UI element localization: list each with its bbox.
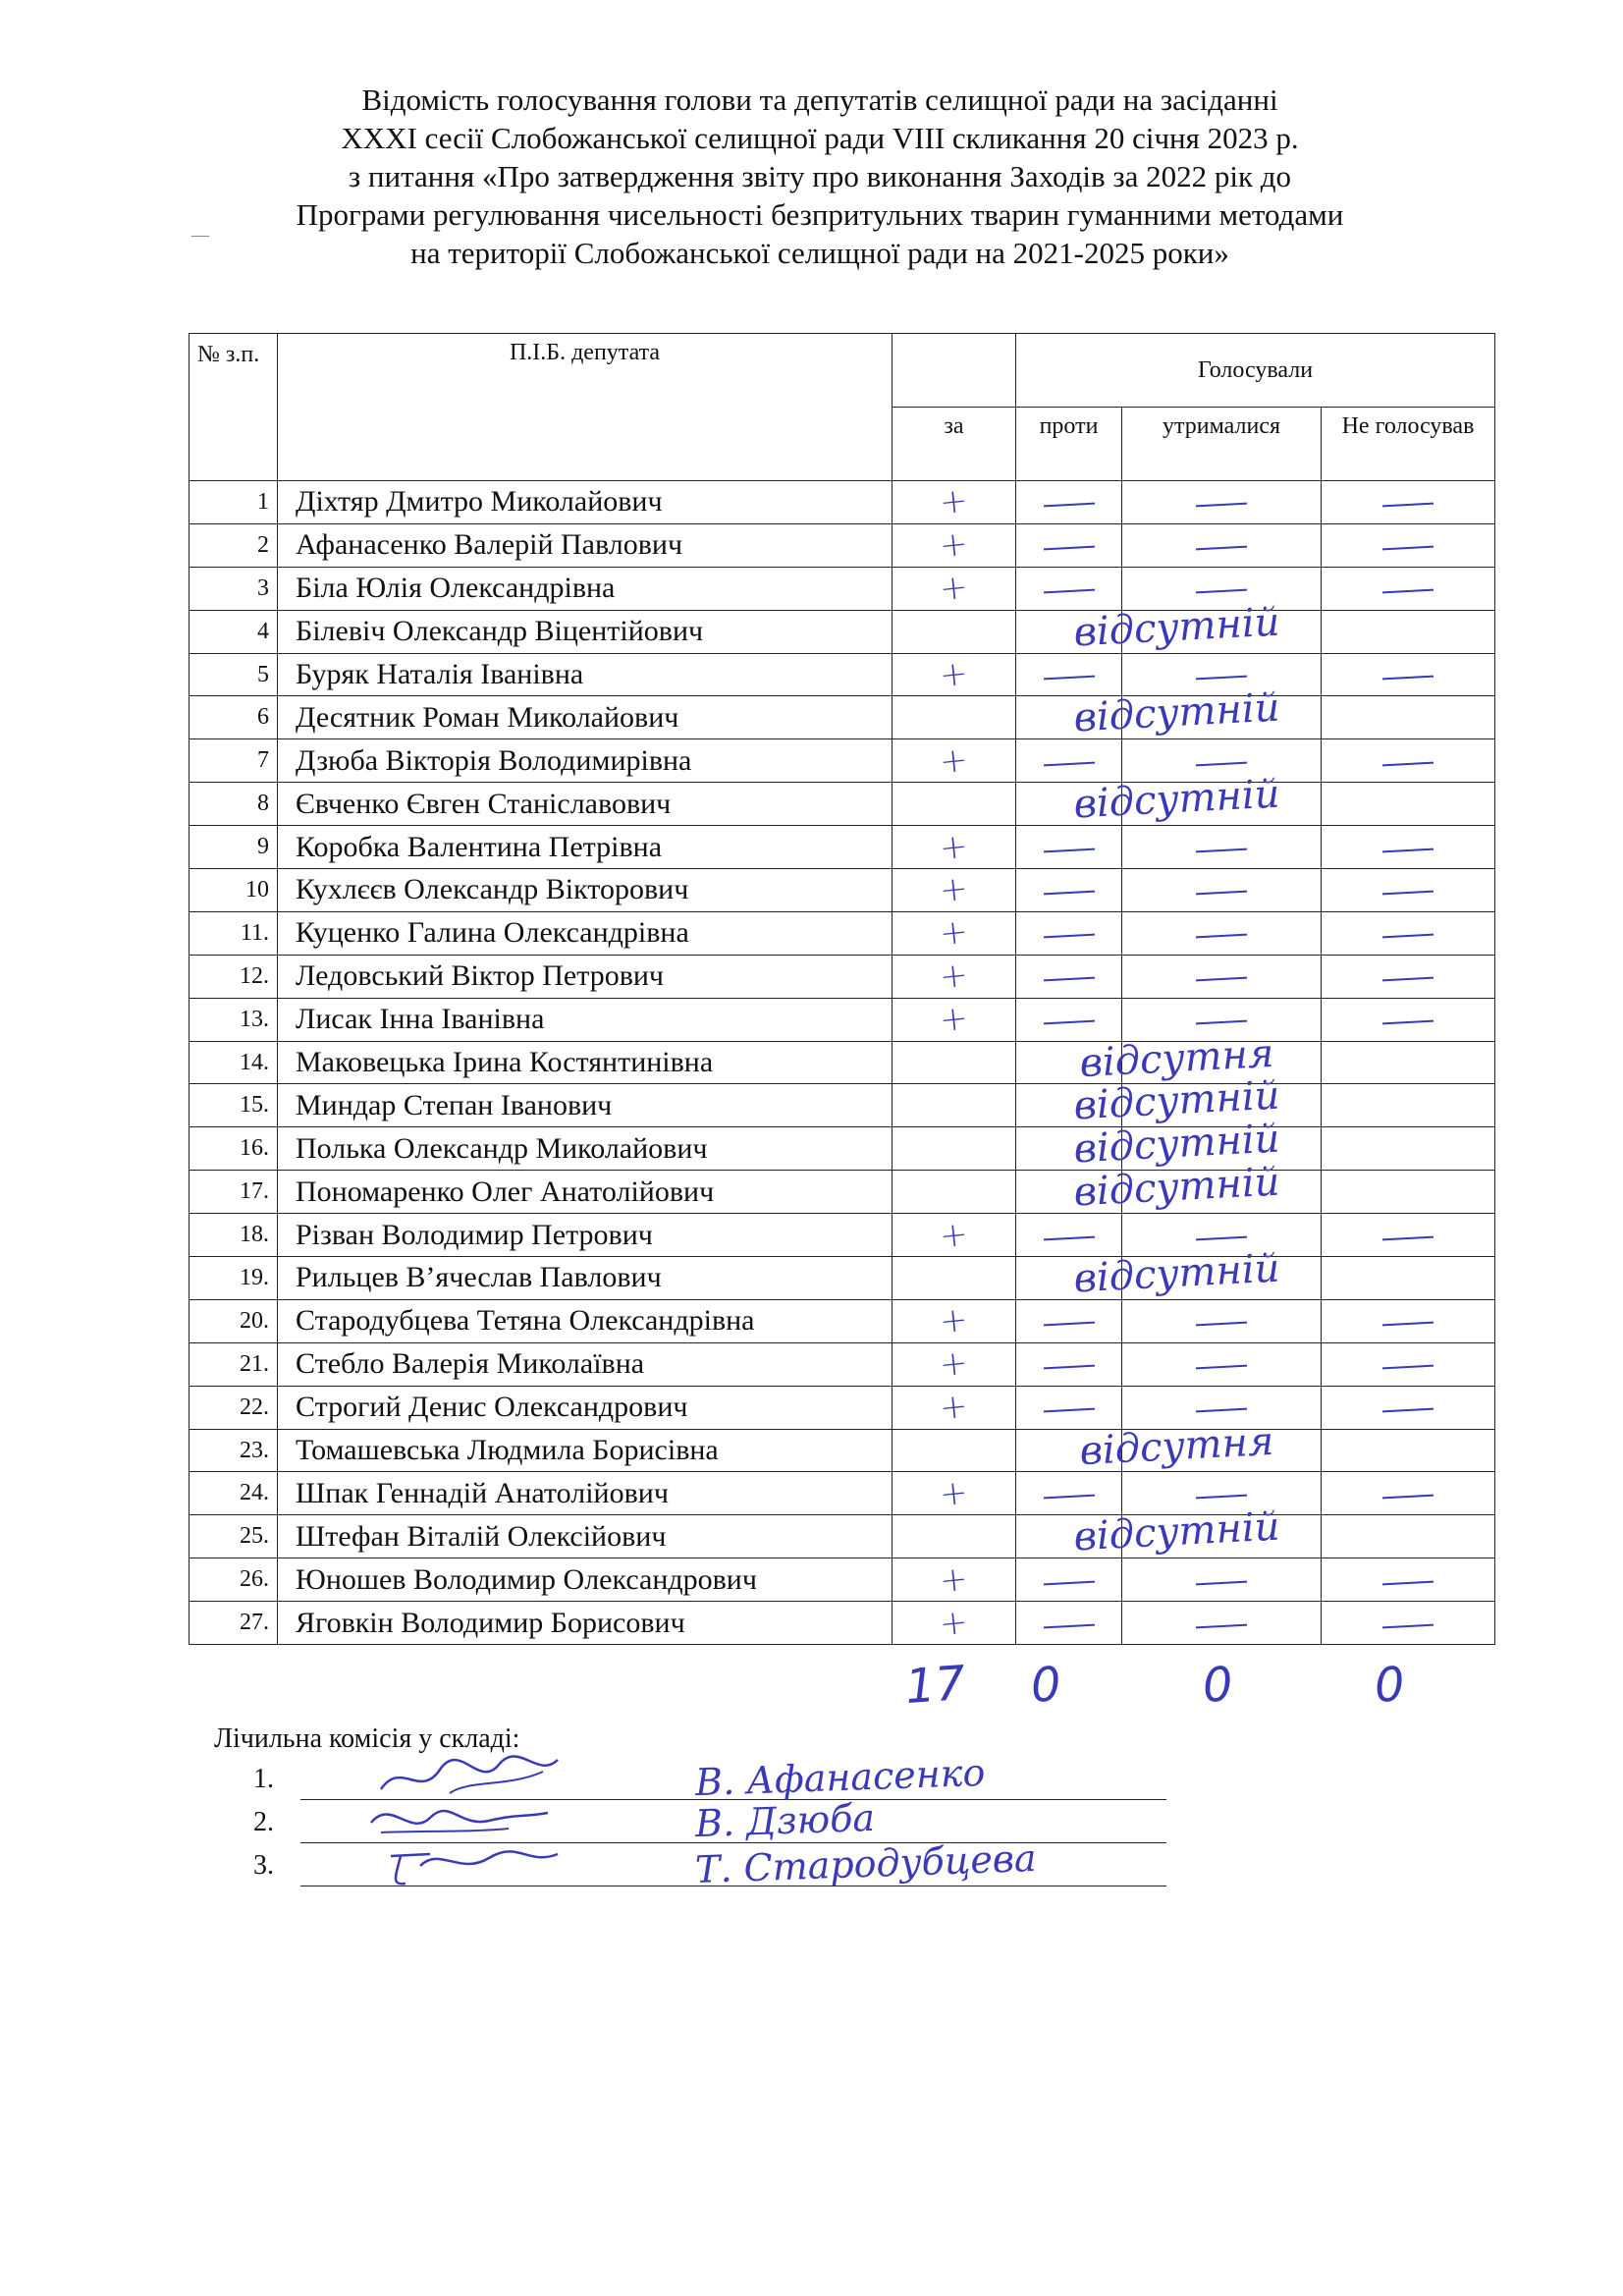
absent-note: відсутній bbox=[1072, 1503, 1281, 1560]
header-blank bbox=[893, 334, 1016, 408]
total-abstained: 0 bbox=[1201, 1657, 1235, 1714]
dash-mark bbox=[1382, 847, 1434, 852]
deputy-name: Томашевська Людмила Борисівна bbox=[278, 1429, 893, 1472]
table-row bbox=[189, 1558, 1495, 1602]
member-name: В. Афанасенко bbox=[694, 1750, 987, 1805]
vote-for-cell bbox=[893, 1214, 1016, 1257]
vote-against-cell bbox=[1016, 1299, 1122, 1342]
vote-against-cell bbox=[1016, 1116, 1281, 1173]
vote-abstained-cell bbox=[1122, 826, 1322, 869]
vote-for-cell bbox=[893, 567, 1016, 610]
vote-against-cell bbox=[1016, 1418, 1275, 1474]
dash-mark bbox=[1043, 891, 1094, 896]
deputy-name: Різван Володимир Петрович bbox=[278, 1214, 893, 1257]
vote-for-cell bbox=[893, 1429, 1016, 1472]
dash-mark bbox=[1196, 1495, 1247, 1500]
dash-mark bbox=[1043, 1623, 1094, 1628]
vote-not-voted-cell bbox=[1322, 1214, 1495, 1257]
row-number: 3 bbox=[189, 567, 278, 610]
plus-mark: + bbox=[938, 955, 970, 998]
vote-abstained-cell bbox=[1122, 1429, 1322, 1472]
vote-against-cell bbox=[1016, 684, 1281, 741]
vote-for-cell bbox=[893, 1127, 1016, 1171]
vote-for-cell bbox=[893, 610, 1016, 653]
vote-not-voted-cell bbox=[1322, 1386, 1495, 1429]
vote-for-cell bbox=[893, 1515, 1016, 1558]
plus-mark: + bbox=[938, 739, 970, 783]
plus-mark: + bbox=[938, 911, 970, 955]
row-number: 18. bbox=[189, 1214, 278, 1257]
vote-for-cell bbox=[893, 783, 1016, 826]
deputy-name: Білевіч Олександр Віцентійович bbox=[278, 610, 893, 653]
dash-mark bbox=[1382, 891, 1434, 896]
vote-not-voted-cell bbox=[1322, 610, 1495, 653]
table-row bbox=[189, 739, 1495, 783]
dash-mark bbox=[1043, 546, 1094, 551]
vote-abstained-cell bbox=[1122, 1299, 1322, 1342]
title-line-2: XXXI сесії Слобожанської селищної ради VIII скликання 20 січня 2023 р. bbox=[341, 121, 1299, 155]
header-number: № з.п. bbox=[189, 334, 278, 481]
table-row bbox=[189, 826, 1495, 869]
row-number: 10 bbox=[189, 869, 278, 912]
dash-mark bbox=[1196, 676, 1247, 681]
title-line-3: з питання «Про затвердження звіту про виконання Заходів за 2022 рік до bbox=[348, 159, 1292, 193]
total-for: 17 bbox=[903, 1655, 967, 1716]
row-number: 1 bbox=[189, 481, 278, 524]
plus-mark: + bbox=[938, 1386, 970, 1429]
dash-mark bbox=[1196, 1365, 1247, 1370]
totals-row bbox=[0, 1655, 1623, 1716]
vote-for-cell bbox=[893, 523, 1016, 567]
plus-mark: + bbox=[938, 998, 970, 1041]
dash-mark bbox=[1382, 1020, 1434, 1025]
dash-mark bbox=[1043, 1235, 1094, 1240]
plus-mark: + bbox=[938, 1299, 970, 1342]
row-number: 9 bbox=[189, 826, 278, 869]
vote-abstained-cell bbox=[1122, 869, 1322, 912]
deputy-name: Буряк Наталія Іванівна bbox=[278, 653, 893, 696]
dash-mark bbox=[1043, 934, 1094, 939]
plus-mark: + bbox=[938, 567, 970, 610]
row-number: 17. bbox=[189, 1171, 278, 1214]
vote-against-cell bbox=[1016, 1472, 1122, 1515]
vote-not-voted-cell bbox=[1322, 1429, 1495, 1472]
vote-for-cell bbox=[893, 998, 1016, 1041]
vote-not-voted-cell bbox=[1322, 911, 1495, 955]
plus-mark: + bbox=[938, 869, 970, 911]
deputy-name: Стебло Валерія Миколаївна bbox=[278, 1342, 893, 1386]
vote-abstained-cell bbox=[1122, 1041, 1322, 1084]
deputy-name: Дзюба Вікторія Володимирівна bbox=[278, 739, 893, 783]
member-number: 2. bbox=[253, 1807, 274, 1837]
dash-mark bbox=[1382, 1580, 1434, 1585]
row-number: 25. bbox=[189, 1515, 278, 1558]
dash-mark bbox=[1043, 1020, 1094, 1025]
deputy-name: Кухлєєв Олександр Вікторович bbox=[278, 869, 893, 912]
dash-mark bbox=[1382, 546, 1434, 551]
vote-abstained-cell bbox=[1122, 1171, 1322, 1214]
vote-abstained-cell bbox=[1122, 1472, 1322, 1515]
vote-not-voted-cell bbox=[1322, 1558, 1495, 1602]
vote-for-cell bbox=[893, 911, 1016, 955]
table-row bbox=[189, 1127, 1495, 1171]
vote-not-voted-cell bbox=[1322, 481, 1495, 524]
vote-not-voted-cell bbox=[1322, 1257, 1495, 1300]
table-row bbox=[189, 523, 1495, 567]
absent-note: відсутній bbox=[1072, 599, 1281, 656]
row-number: 2 bbox=[189, 523, 278, 567]
dash-mark bbox=[1382, 977, 1434, 982]
member-number: 3. bbox=[253, 1850, 274, 1881]
absent-note: відсутній bbox=[1072, 1073, 1281, 1129]
dash-mark bbox=[1196, 1408, 1247, 1413]
row-number: 6 bbox=[189, 696, 278, 739]
deputy-name: Євченко Євген Станіславович bbox=[278, 783, 893, 826]
vote-against-cell bbox=[1016, 1073, 1281, 1129]
row-number: 7 bbox=[189, 739, 278, 783]
dash-mark bbox=[1196, 1580, 1247, 1585]
vote-not-voted-cell bbox=[1322, 826, 1495, 869]
deputy-name: Яговкін Володимир Борисович bbox=[278, 1602, 893, 1645]
vote-against-cell bbox=[1016, 998, 1122, 1041]
absent-note: відсутній bbox=[1072, 1116, 1281, 1173]
table-row bbox=[189, 1429, 1495, 1472]
document-title bbox=[147, 81, 1492, 272]
vote-against-cell bbox=[1016, 599, 1281, 656]
dash-mark bbox=[1196, 1322, 1247, 1327]
dash-mark bbox=[1043, 1495, 1094, 1500]
dash-mark bbox=[1382, 1408, 1434, 1413]
commission-label: Лічильна комісія у складі: bbox=[214, 1723, 520, 1754]
table-row bbox=[189, 1515, 1495, 1558]
row-number: 23. bbox=[189, 1429, 278, 1472]
vote-for-cell bbox=[893, 1342, 1016, 1386]
vote-not-voted-cell bbox=[1322, 783, 1495, 826]
vote-for-cell bbox=[893, 1472, 1016, 1515]
plus-mark: + bbox=[938, 1602, 970, 1644]
plus-mark: + bbox=[938, 481, 970, 523]
deputy-name: Стародубцева Тетяна Олександрівна bbox=[278, 1299, 893, 1342]
table-row bbox=[189, 1386, 1495, 1429]
vote-for-cell bbox=[893, 1041, 1016, 1084]
row-number: 12. bbox=[189, 955, 278, 998]
deputy-name: Коробка Валентина Петрівна bbox=[278, 826, 893, 869]
vote-against-cell bbox=[1016, 826, 1122, 869]
vote-abstained-cell bbox=[1122, 1084, 1322, 1127]
table-row bbox=[189, 1041, 1495, 1084]
row-number: 22. bbox=[189, 1386, 278, 1429]
total-against: 0 bbox=[1029, 1657, 1063, 1714]
dash-mark bbox=[1043, 761, 1094, 766]
vote-not-voted-cell bbox=[1322, 567, 1495, 610]
row-number: 21. bbox=[189, 1342, 278, 1386]
vote-abstained-cell bbox=[1122, 911, 1322, 955]
row-number: 13. bbox=[189, 998, 278, 1041]
deputy-name: Штефан Віталій Олексійович bbox=[278, 1515, 893, 1558]
vote-for-cell bbox=[893, 1171, 1016, 1214]
total-not-voted: 0 bbox=[1373, 1657, 1407, 1714]
vote-against-cell bbox=[1016, 869, 1122, 912]
dash-mark bbox=[1382, 1235, 1434, 1240]
vote-against-cell bbox=[1016, 1503, 1281, 1560]
vote-abstained-cell bbox=[1122, 1127, 1322, 1171]
signature-image bbox=[361, 1836, 577, 1891]
dash-mark bbox=[1382, 1322, 1434, 1327]
vote-not-voted-cell bbox=[1322, 1171, 1495, 1214]
row-number: 24. bbox=[189, 1472, 278, 1515]
vote-not-voted-cell bbox=[1322, 869, 1495, 912]
dash-mark bbox=[1043, 847, 1094, 852]
absent-note: відсутній bbox=[1072, 771, 1281, 828]
deputy-name: Юношев Володимир Олександрович bbox=[278, 1558, 893, 1602]
dash-mark bbox=[1043, 589, 1094, 594]
title-line-4: Програми регулювання чисельності безпритульних тварин гуманними методами bbox=[296, 197, 1344, 232]
dash-mark bbox=[1043, 676, 1094, 681]
member-name: Т. Стародубцева bbox=[694, 1835, 1038, 1892]
deputy-name: Десятник Роман Миколайович bbox=[278, 696, 893, 739]
vote-not-voted-cell bbox=[1322, 523, 1495, 567]
row-number: 19. bbox=[189, 1257, 278, 1300]
vote-for-cell bbox=[893, 653, 1016, 696]
header-against: проти bbox=[1016, 408, 1122, 481]
vote-not-voted-cell bbox=[1322, 1602, 1495, 1645]
vote-not-voted-cell bbox=[1322, 1084, 1495, 1127]
title-line-5: на території Слобожанської селищної ради на 2021-2025 роки» bbox=[410, 236, 1229, 270]
dash-mark bbox=[1382, 503, 1434, 508]
row-number: 27. bbox=[189, 1602, 278, 1645]
absent-note: відсутній bbox=[1072, 1159, 1281, 1216]
vote-not-voted-cell bbox=[1322, 696, 1495, 739]
vote-for-cell bbox=[893, 739, 1016, 783]
table-row bbox=[189, 1472, 1495, 1515]
row-number: 5 bbox=[189, 653, 278, 696]
vote-not-voted-cell bbox=[1322, 653, 1495, 696]
plus-mark: + bbox=[938, 826, 970, 868]
dash-mark bbox=[1382, 589, 1434, 594]
table-row bbox=[189, 869, 1495, 912]
absent-note: відсутня bbox=[1078, 1418, 1275, 1474]
vote-abstained-cell bbox=[1122, 1386, 1322, 1429]
dash-mark bbox=[1382, 1623, 1434, 1628]
scan-mark bbox=[191, 236, 209, 237]
header-not-voted: Не голосував bbox=[1322, 408, 1495, 481]
dash-mark bbox=[1382, 1365, 1434, 1370]
plus-mark: + bbox=[938, 653, 970, 696]
table-row bbox=[189, 610, 1495, 653]
vote-against-cell bbox=[1016, 1342, 1122, 1386]
vote-abstained-cell bbox=[1122, 481, 1322, 524]
dash-mark bbox=[1196, 1623, 1247, 1628]
table-row bbox=[189, 1342, 1495, 1386]
table-row bbox=[189, 1171, 1495, 1214]
table-row bbox=[189, 567, 1495, 610]
plus-mark: + bbox=[938, 523, 970, 567]
dash-mark bbox=[1043, 1580, 1094, 1585]
vote-against-cell bbox=[1016, 523, 1122, 567]
row-number: 16. bbox=[189, 1127, 278, 1171]
table-row bbox=[189, 1602, 1495, 1645]
vote-not-voted-cell bbox=[1322, 1515, 1495, 1558]
vote-not-voted-cell bbox=[1322, 998, 1495, 1041]
vote-abstained-cell bbox=[1122, 567, 1322, 610]
vote-for-cell bbox=[893, 481, 1016, 524]
dash-mark bbox=[1196, 847, 1247, 852]
vote-against-cell bbox=[1016, 1558, 1122, 1602]
header-abstained: утрималися bbox=[1122, 408, 1322, 481]
title-line-1: Відомість голосування голови та депутатів селищної ради на засіданні bbox=[361, 82, 1278, 117]
table-row bbox=[189, 1084, 1495, 1127]
vote-not-voted-cell bbox=[1322, 1472, 1495, 1515]
dash-mark bbox=[1043, 1408, 1094, 1413]
dash-mark bbox=[1196, 934, 1247, 939]
deputy-name: Строгий Денис Олександрович bbox=[278, 1386, 893, 1429]
dash-mark bbox=[1196, 589, 1247, 594]
vote-for-cell bbox=[893, 1084, 1016, 1127]
dash-mark bbox=[1382, 676, 1434, 681]
deputy-name: Лисак Інна Іванівна bbox=[278, 998, 893, 1041]
deputy-name: Рильцев В’ячеслав Павлович bbox=[278, 1257, 893, 1300]
vote-not-voted-cell bbox=[1322, 1342, 1495, 1386]
vote-abstained-cell bbox=[1122, 1558, 1322, 1602]
table-row bbox=[189, 783, 1495, 826]
table-row bbox=[189, 955, 1495, 998]
vote-abstained-cell bbox=[1122, 696, 1322, 739]
table-row bbox=[189, 696, 1495, 739]
dash-mark bbox=[1382, 1495, 1434, 1500]
vote-abstained-cell bbox=[1122, 1342, 1322, 1386]
table-row bbox=[189, 653, 1495, 696]
dash-mark bbox=[1196, 1020, 1247, 1025]
dash-mark bbox=[1196, 503, 1247, 508]
header-for: за bbox=[893, 408, 1016, 481]
row-number: 8 bbox=[189, 783, 278, 826]
vote-against-cell bbox=[1016, 739, 1122, 783]
vote-against-cell bbox=[1016, 1030, 1275, 1086]
vote-not-voted-cell bbox=[1322, 1299, 1495, 1342]
vote-abstained-cell bbox=[1122, 1214, 1322, 1257]
deputy-name: Куценко Галина Олександрівна bbox=[278, 911, 893, 955]
deputy-name: Пономаренко Олег Анатолійович bbox=[278, 1171, 893, 1214]
deputy-name: Ледовський Віктор Петрович bbox=[278, 955, 893, 998]
deputy-name: Біла Юлія Олександрівна bbox=[278, 567, 893, 610]
deputy-name: Шпак Геннадій Анатолійович bbox=[278, 1472, 893, 1515]
vote-not-voted-cell bbox=[1322, 1041, 1495, 1084]
vote-not-voted-cell bbox=[1322, 955, 1495, 998]
dash-mark bbox=[1196, 761, 1247, 766]
header-name: П.І.Б. депутата bbox=[278, 334, 893, 481]
plus-mark: + bbox=[938, 1558, 970, 1602]
voting-table bbox=[189, 333, 1495, 1645]
row-number: 4 bbox=[189, 610, 278, 653]
vote-against-cell bbox=[1016, 911, 1122, 955]
vote-for-cell bbox=[893, 696, 1016, 739]
vote-for-cell bbox=[893, 1299, 1016, 1342]
commission-member-3 bbox=[253, 1835, 1166, 1893]
absent-note: відсутня bbox=[1078, 1030, 1275, 1086]
vote-abstained-cell bbox=[1122, 610, 1322, 653]
plus-mark: + bbox=[938, 1214, 970, 1256]
vote-against-cell bbox=[1016, 1159, 1281, 1216]
vote-against-cell bbox=[1016, 1214, 1122, 1257]
vote-not-voted-cell bbox=[1322, 1127, 1495, 1171]
member-number: 1. bbox=[253, 1764, 274, 1794]
absent-note: відсутній bbox=[1072, 684, 1281, 741]
vote-not-voted-cell bbox=[1322, 739, 1495, 783]
dash-mark bbox=[1196, 546, 1247, 551]
vote-for-cell bbox=[893, 955, 1016, 998]
dash-mark bbox=[1196, 977, 1247, 982]
vote-for-cell bbox=[893, 826, 1016, 869]
row-number: 15. bbox=[189, 1084, 278, 1127]
vote-abstained-cell bbox=[1122, 1257, 1322, 1300]
table-row bbox=[189, 1299, 1495, 1342]
vote-abstained-cell bbox=[1122, 1602, 1322, 1645]
dash-mark bbox=[1382, 934, 1434, 939]
vote-against-cell bbox=[1016, 653, 1122, 696]
dash-mark bbox=[1043, 1365, 1094, 1370]
table-row bbox=[189, 998, 1495, 1041]
row-number: 14. bbox=[189, 1041, 278, 1084]
vote-abstained-cell bbox=[1122, 739, 1322, 783]
vote-against-cell bbox=[1016, 1602, 1122, 1645]
dash-mark bbox=[1043, 977, 1094, 982]
vote-for-cell bbox=[893, 1257, 1016, 1300]
vote-for-cell bbox=[893, 1602, 1016, 1645]
row-number: 11. bbox=[189, 911, 278, 955]
vote-for-cell bbox=[893, 1386, 1016, 1429]
vote-against-cell bbox=[1016, 1245, 1281, 1302]
vote-against-cell bbox=[1016, 1386, 1122, 1429]
absent-note: відсутній bbox=[1072, 1245, 1281, 1302]
table-row bbox=[189, 1214, 1495, 1257]
table-row bbox=[189, 1257, 1495, 1300]
dash-mark bbox=[1196, 1235, 1247, 1240]
table-row bbox=[189, 481, 1495, 524]
vote-abstained-cell bbox=[1122, 1515, 1322, 1558]
plus-mark: + bbox=[938, 1472, 970, 1515]
vote-abstained-cell bbox=[1122, 653, 1322, 696]
vote-for-cell bbox=[893, 1558, 1016, 1602]
dash-mark bbox=[1043, 503, 1094, 508]
row-number: 26. bbox=[189, 1558, 278, 1602]
vote-for-cell bbox=[893, 869, 1016, 912]
vote-abstained-cell bbox=[1122, 783, 1322, 826]
plus-mark: + bbox=[938, 1342, 970, 1386]
deputy-name: Діхтяр Дмитро Миколайович bbox=[278, 481, 893, 524]
vote-against-cell bbox=[1016, 481, 1122, 524]
dash-mark bbox=[1043, 1322, 1094, 1327]
vote-against-cell bbox=[1016, 771, 1281, 828]
header-voted: Голосували bbox=[1016, 334, 1495, 408]
row-number: 20. bbox=[189, 1299, 278, 1342]
vote-against-cell bbox=[1016, 955, 1122, 998]
dash-mark bbox=[1382, 761, 1434, 766]
vote-abstained-cell bbox=[1122, 523, 1322, 567]
deputy-name: Афанасенко Валерій Павлович bbox=[278, 523, 893, 567]
deputy-name: Миндар Степан Іванович bbox=[278, 1084, 893, 1127]
dash-mark bbox=[1196, 891, 1247, 896]
vote-abstained-cell bbox=[1122, 998, 1322, 1041]
vote-abstained-cell bbox=[1122, 955, 1322, 998]
vote-against-cell bbox=[1016, 567, 1122, 610]
table-row bbox=[189, 911, 1495, 955]
deputy-name: Полька Олександр Миколайович bbox=[278, 1127, 893, 1171]
deputy-name: Маковецька Ірина Костянтинівна bbox=[278, 1041, 893, 1084]
member-name: В. Дзюба bbox=[694, 1795, 876, 1846]
